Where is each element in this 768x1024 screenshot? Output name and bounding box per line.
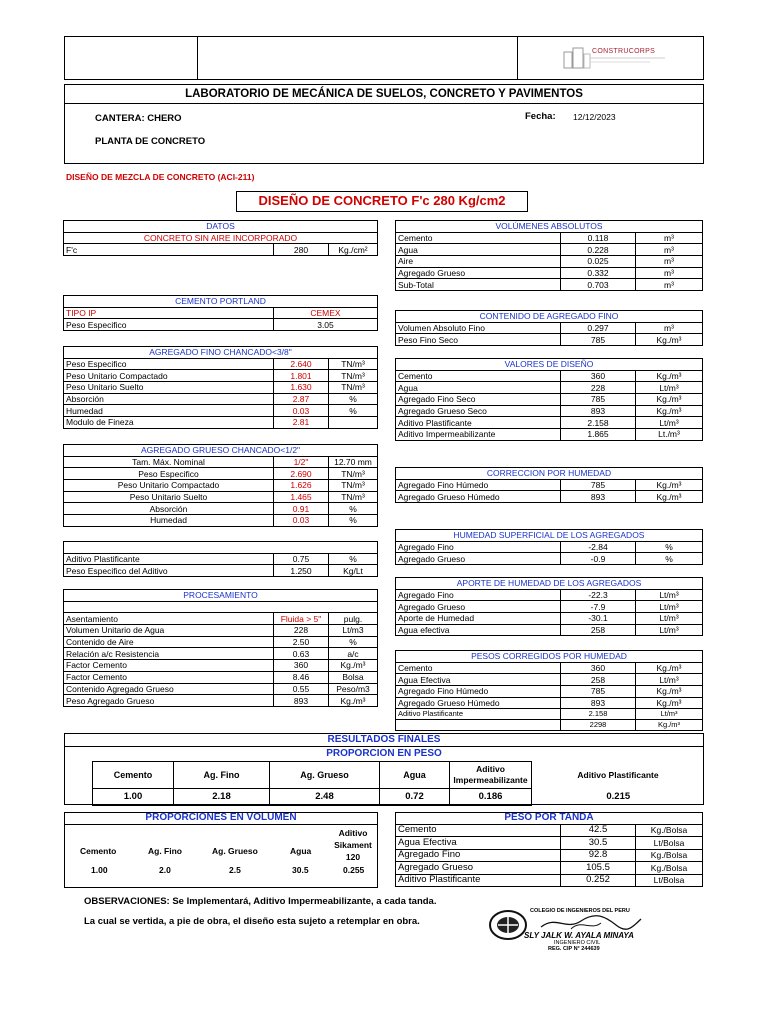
header-agua: Agua (380, 762, 450, 789)
table-row-unit: Lt/Bolsa (636, 874, 703, 887)
table-row-value: 0.91 (274, 503, 329, 515)
table-row-label: Peso Agregado Grueso (64, 695, 274, 707)
company-logo (560, 44, 670, 70)
signature-graphic (536, 913, 646, 933)
aditivo-table (63, 541, 378, 577)
table-row-value: 0.75 (274, 553, 329, 565)
correccion-title: CORRECCION POR HUMEDAD (396, 468, 703, 480)
contenido-fino-table (395, 310, 703, 346)
table-row-unit (329, 417, 378, 429)
table-row-label: Agua (396, 244, 561, 256)
lab-title: LABORATORIO DE MECÁNICA DE SUELOS, CONCRETO Y PAVIMENTOS (185, 88, 583, 100)
blank-row (64, 542, 378, 554)
table-row-value: -7.9 (561, 601, 636, 613)
table-row-unit: 12.70 mm (329, 456, 378, 468)
vol-value-ag-fino: 2.0 (159, 865, 171, 875)
contenido-fino-title: CONTENIDO DE AGREGADO FINO (396, 311, 703, 323)
table-row-label: Peso Unitario Compactado (64, 370, 274, 382)
table-row-label: Aditivo Plastificante (396, 874, 561, 887)
table-row-label: Volumen Absoluto Fino (396, 322, 561, 334)
vol-header-agua: Agua (290, 846, 312, 856)
table-row-unit: Kg./m³ (636, 405, 703, 417)
table-row-value: 1.626 (274, 480, 329, 492)
table-row-unit: Lt/m³ (636, 709, 703, 720)
tipo-label: TIPO IP (64, 307, 274, 319)
table-row-unit: % (329, 503, 378, 515)
table-row-value: 893 (561, 405, 636, 417)
procesamiento-table (63, 589, 378, 707)
seal-name: SLY JALK W. AYALA MINAYA (524, 931, 634, 940)
table-row-value: 228 (274, 625, 329, 637)
value-cemento: 1.00 (93, 789, 174, 806)
table-row-value: 785 (561, 394, 636, 406)
table-row-unit: % (329, 553, 378, 565)
table-row-label: Humedad (64, 515, 274, 527)
table-row-label: Relación a/c Resistencia (64, 648, 274, 660)
fino-table (63, 346, 378, 429)
table-row-label: Agregado Fino Seco (396, 394, 561, 406)
humedad-sup-title: HUMEDAD SUPERFICIAL DE LOS AGREGADOS (396, 530, 703, 542)
table-row-unit: Kg/Lt (329, 565, 378, 577)
seal-line1: COLEGIO DE INGENIEROS DEL PERU (530, 908, 630, 914)
table-row-value: 1.630 (274, 382, 329, 394)
tipo-value: CEMEX (274, 307, 378, 319)
table-row-value: 360 (274, 660, 329, 672)
table-row-value: 2298 (561, 720, 636, 731)
observaciones-line2: La cual se vertida, a pie de obra, el diseño esta sujeto a retemplar en obra. (84, 916, 420, 927)
cemento-title: CEMENTO PORTLAND (64, 296, 378, 308)
table-row-label (396, 720, 561, 731)
table-row-label: Agregado Fino (396, 589, 561, 601)
blank-row (64, 601, 378, 613)
table-row-unit: % (329, 405, 378, 417)
table-row-label: Cemento (396, 662, 561, 674)
divider (64, 824, 378, 825)
planta-label: PLANTA DE CONCRETO (95, 136, 206, 147)
table-row-label: Agua Efectiva (396, 674, 561, 686)
valores-title: VALORES DE DISEÑO (396, 359, 703, 371)
table-row-unit: % (636, 553, 703, 565)
aporte-title: APORTE DE HUMEDAD DE LOS AGREGADOS (396, 578, 703, 590)
corregidos-table (395, 650, 703, 731)
correccion-table (395, 467, 703, 503)
table-row-label: Absorción (64, 503, 274, 515)
fino-title: AGREGADO FINO CHANCADO<3/8" (64, 347, 378, 359)
cip-emblem-icon (488, 908, 528, 942)
table-row-value: 0.332 (561, 267, 636, 279)
table-row-unit: Lt/m³ (636, 589, 703, 601)
table-row-value: 2.87 (274, 393, 329, 405)
fecha-label: Fecha: (525, 111, 556, 122)
table-row-label: Tam. Máx. Nominal (64, 456, 274, 468)
header-cemento: Cemento (93, 762, 174, 789)
table-row-value: 2.158 (561, 709, 636, 720)
title-underline (64, 103, 704, 104)
table-row-unit: Lt/m³ (636, 601, 703, 613)
table-row-value: 0.703 (561, 279, 636, 291)
table-row-unit: Kg./Bolsa (636, 862, 703, 875)
cantera-label: CANTERA: CHERO (95, 113, 182, 124)
table-row-unit: m³ (636, 322, 703, 334)
value-aditivo-plast: 0.215 (606, 791, 631, 802)
table-row-unit: TN/m³ (329, 370, 378, 382)
table-row-label: Agregado Fino (396, 541, 561, 553)
datos-subtitle: CONCRETO SIN AIRE INCORPORADO (64, 232, 378, 244)
table-row-value: 785 (561, 686, 636, 698)
table-row-unit: Kg./m³ (636, 334, 703, 346)
table-row-value: 0.118 (561, 232, 636, 244)
volumen-title: PROPORCIONES EN VOLUMEN (145, 812, 297, 823)
table-row-value: 2.640 (274, 358, 329, 370)
table-row-value: 105.5 (561, 862, 636, 875)
table-row-unit: Lt/m³ (636, 417, 703, 429)
table-row-label: Cemento (396, 824, 561, 837)
table-row-unit: TN/m³ (329, 480, 378, 492)
table-row-unit: Kg./m³ (636, 370, 703, 382)
table-row-value: 785 (561, 479, 636, 491)
grueso-title: AGREGADO GRUESO CHANCADO<1/2" (64, 445, 378, 457)
aporte-table (395, 577, 703, 636)
table-row-label: Agregado Fino (396, 849, 561, 862)
table-row-value: 228 (561, 382, 636, 394)
table-row-label: Cemento (396, 232, 561, 244)
corregidos-title: PESOS CORREGIDOS POR HUMEDAD (396, 651, 703, 663)
table-row-label: Aire (396, 256, 561, 268)
header-ag-grueso: Ag. Grueso (270, 762, 380, 789)
table-row-unit: Kg./m³ (636, 720, 703, 731)
table-row-label: Agregado Grueso (396, 862, 561, 875)
table-row-value: 785 (561, 334, 636, 346)
table-row-unit: m³ (636, 267, 703, 279)
vol-value-cemento: 1.00 (91, 865, 108, 875)
table-row-label: Volumen Unitario de Agua (64, 625, 274, 637)
table-row-unit: Lt/m³ (636, 382, 703, 394)
table-row-unit: m³ (636, 232, 703, 244)
table-row-unit: pulg. (329, 613, 378, 625)
vol-header-ag-grueso: Ag. Grueso (212, 846, 258, 856)
table-row-unit: m³ (636, 256, 703, 268)
table-row-label: Aditivo Plastificante (396, 709, 561, 720)
table-row-value: -30.1 (561, 613, 636, 625)
table-row-label: Contenido Agregado Grueso (64, 683, 274, 695)
divider (64, 746, 704, 747)
table-row-value: 0.03 (274, 515, 329, 527)
table-row-label: Agregado Grueso (396, 553, 561, 565)
datos-title: DATOS (64, 221, 378, 233)
table-row-label: Peso Especifico (64, 358, 274, 370)
table-row-value: 0.228 (561, 244, 636, 256)
observaciones-line1: OBSERVACIONES: Se Implementará, Aditivo Impermeabilizante, a cada tanda. (84, 896, 437, 907)
resultados-title: RESULTADOS FINALES (327, 734, 441, 745)
design-subtitle: DISEÑO DE MEZCLA DE CONCRETO (ACI-211) (66, 172, 255, 182)
tanda-title: PESO POR TANDA (396, 813, 703, 825)
table-row-label: Factor Cemento (64, 660, 274, 672)
table-row-value: 1.465 (274, 491, 329, 503)
table-row-value: 1.801 (274, 370, 329, 382)
table-row-label: Humedad (64, 405, 274, 417)
fc-value: 280 (274, 244, 329, 256)
table-row-unit: Lt/m3 (329, 625, 378, 637)
table-row-label: Peso Unitario Suelto (64, 382, 274, 394)
table-row-value: -2.84 (561, 541, 636, 553)
pe-label: Peso Especifico (64, 319, 274, 331)
volumenes-table (395, 220, 703, 291)
value-ag-fino: 2.18 (174, 789, 270, 806)
value-ag-grueso: 2.48 (270, 789, 380, 806)
tanda-table (395, 812, 703, 887)
table-row-label: Agregado Fino Húmedo (396, 479, 561, 491)
table-row-value: 893 (274, 695, 329, 707)
table-row-label: Peso Fino Seco (396, 334, 561, 346)
table-row-value: 1.250 (274, 565, 329, 577)
fc-label: F'c (64, 244, 274, 256)
table-row-label: Agua Efectiva (396, 837, 561, 850)
table-row-value: -0.9 (561, 553, 636, 565)
table-row-value: 2.81 (274, 417, 329, 429)
table-row-value: 42.5 (561, 824, 636, 837)
table-row-label: Sub-Total (396, 279, 561, 291)
table-row-value: 2.158 (561, 417, 636, 429)
table-row-unit: Kg./Bolsa (636, 824, 703, 837)
table-row-unit: Kg./m³ (636, 479, 703, 491)
table-row-label: Agregado Grueso (396, 267, 561, 279)
table-row-label: Asentamiento (64, 613, 274, 625)
table-row-label: Factor Cemento (64, 671, 274, 683)
table-row-unit: a/c (329, 648, 378, 660)
table-row-unit: Lt/m³ (636, 624, 703, 636)
table-row-value: 360 (561, 370, 636, 382)
table-row-label: Modulo de Fineza (64, 417, 274, 429)
main-title: DISEÑO DE CONCRETO F'c 280 Kg/cm2 (258, 193, 506, 208)
table-row-label: Peso Unitario Compactado (64, 480, 274, 492)
table-row-label: Agregado Grueso Seco (396, 405, 561, 417)
procesamiento-title: PROCESAMIENTO (64, 590, 378, 602)
table-row-label: Agregado Grueso Húmedo (396, 491, 561, 503)
table-row-unit: Kg./m³ (636, 686, 703, 698)
table-row-unit: m³ (636, 279, 703, 291)
table-row-value: -22.3 (561, 589, 636, 601)
vol-header-aditivo: Aditivo Sikament 120 (334, 828, 372, 862)
table-row-value: 258 (561, 624, 636, 636)
table-row-unit: m³ (636, 244, 703, 256)
table-row-label: Aditivo Impermeabilizante (396, 429, 561, 441)
table-row-value: 0.297 (561, 322, 636, 334)
table-row-value: 30.5 (561, 837, 636, 850)
table-row-value: 1/2" (274, 456, 329, 468)
table-row-label: Aporte de Humedad (396, 613, 561, 625)
table-row-value: 2.50 (274, 636, 329, 648)
fecha-value: 12/12/2023 (573, 112, 616, 122)
table-row-label: Aditivo Plastificante (64, 553, 274, 565)
vol-header-ag-fino: Ag. Fino (148, 846, 182, 856)
header-divider (517, 36, 518, 80)
header-aditivo-plast: Aditivo Plastificante (577, 770, 659, 780)
datos-table (63, 220, 378, 256)
table-row-label: Peso Especifico (64, 468, 274, 480)
table-row-unit: TN/m³ (329, 358, 378, 370)
value-agua: 0.72 (380, 789, 450, 806)
table-row-value: Fluida > 5" (274, 613, 329, 625)
table-row-label: Contenido de Aire (64, 636, 274, 648)
table-row-value: 893 (561, 697, 636, 709)
table-row-unit: % (636, 541, 703, 553)
table-row-unit: Lt/m³ (636, 674, 703, 686)
table-row-value: 0.03 (274, 405, 329, 417)
table-row-unit: % (329, 636, 378, 648)
table-row-value: 0.55 (274, 683, 329, 695)
table-row-unit: Kg./m³ (636, 394, 703, 406)
table-row-value: 1.865 (561, 429, 636, 441)
table-row-label: Cemento (396, 370, 561, 382)
table-row-label: Aditivo Plastificante (396, 417, 561, 429)
table-row-unit: Bolsa (329, 671, 378, 683)
table-row-unit: Lt/m³ (636, 613, 703, 625)
table-row-label: Peso Unitario Suelto (64, 491, 274, 503)
table-row-value: 0.252 (561, 874, 636, 887)
table-row-unit: TN/m³ (329, 491, 378, 503)
table-row-value: 258 (561, 674, 636, 686)
proporcion-table (92, 761, 705, 806)
table-row-label: Agregado Grueso (396, 601, 561, 613)
grueso-table (63, 444, 378, 527)
table-row-label: Absorción (64, 393, 274, 405)
pe-value: 3.05 (274, 319, 378, 331)
table-row-value: 2.690 (274, 468, 329, 480)
cemento-table (63, 295, 378, 331)
header-divider (197, 36, 198, 80)
table-row-unit: Kg./m³ (329, 695, 378, 707)
table-row-unit: Peso/m3 (329, 683, 378, 695)
header-aditivo-imp: Aditivo Impermeabilizante (450, 762, 532, 789)
table-row-unit: TN/m³ (329, 468, 378, 480)
table-row-label: Agregado Grueso Húmedo (396, 697, 561, 709)
table-row-value: 893 (561, 491, 636, 503)
header-ag-fino: Ag. Fino (174, 762, 270, 789)
logo-text: CONSTRUCORPS (592, 48, 656, 55)
vol-value-ag-grueso: 2.5 (229, 865, 241, 875)
vol-header-cemento: Cemento (80, 846, 117, 856)
table-row-value: 360 (561, 662, 636, 674)
value-aditivo-imp: 0.186 (450, 789, 532, 806)
seal-reg: REG. CIP N° 244639 (548, 946, 600, 952)
table-row-value: 0.63 (274, 648, 329, 660)
table-row-unit: Kg./Bolsa (636, 849, 703, 862)
volumenes-title: VOLÚMENES ABSOLUTOS (396, 221, 703, 233)
table-row-label: Agregado Fino Húmedo (396, 686, 561, 698)
table-row-label: Peso Especifico del Aditivo (64, 565, 274, 577)
table-row-unit: % (329, 515, 378, 527)
humedad-sup-table (395, 529, 703, 565)
proporcion-title: PROPORCION EN PESO (326, 748, 442, 759)
table-row-unit: Lt/Bolsa (636, 837, 703, 850)
table-row-unit: Kg./m³ (329, 660, 378, 672)
table-row-unit: Kg./m³ (636, 491, 703, 503)
table-row-unit: TN/m³ (329, 382, 378, 394)
valores-table (395, 358, 703, 441)
engineer-seal (488, 904, 668, 952)
table-row-unit: Lt./m³ (636, 429, 703, 441)
table-row-label: Agua (396, 382, 561, 394)
table-row-value: 92.8 (561, 849, 636, 862)
table-row-label: Agua efectiva (396, 624, 561, 636)
table-row-unit: % (329, 393, 378, 405)
table-row-unit: Kg./m³ (636, 697, 703, 709)
seal-role: INGENIERO CIVIL (554, 940, 601, 946)
fc-unit: Kg./cm² (329, 244, 378, 256)
vol-value-agua: 30.5 (292, 865, 309, 875)
table-row-value: 0.025 (561, 256, 636, 268)
table-row-unit: Kg./m³ (636, 662, 703, 674)
table-row-value: 8.46 (274, 671, 329, 683)
vol-value-aditivo: 0.255 (343, 865, 365, 875)
